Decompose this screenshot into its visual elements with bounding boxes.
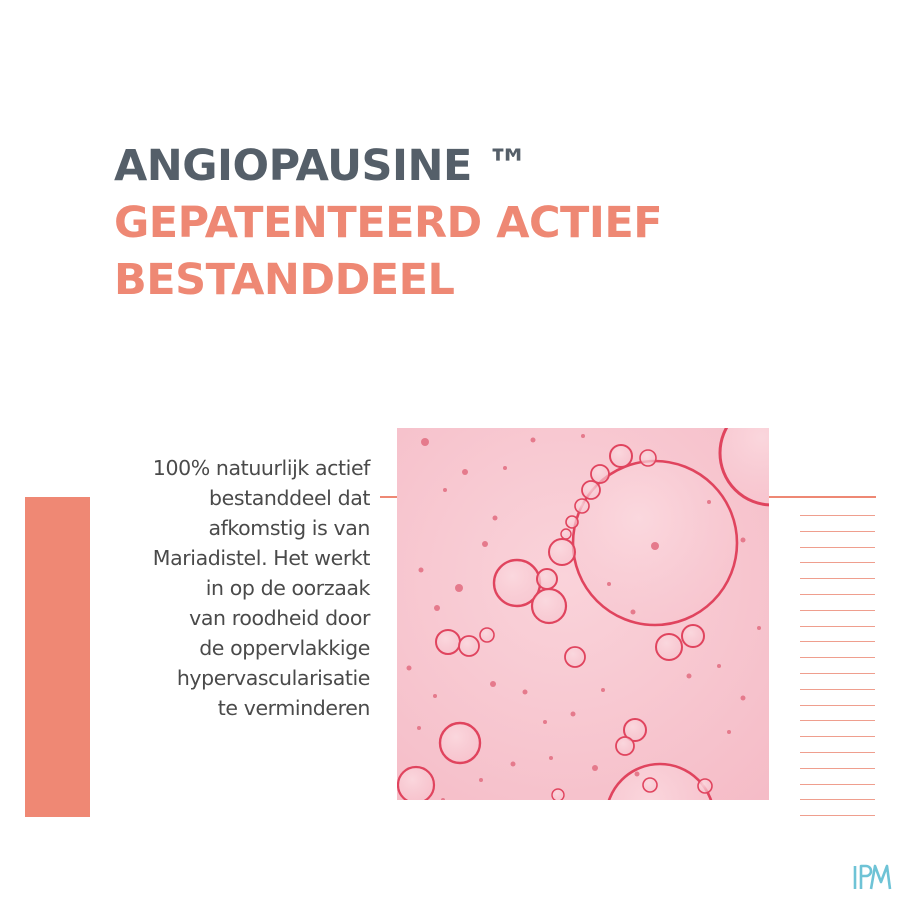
description-line: in op de oorzaak xyxy=(205,576,370,600)
decorative-stripe xyxy=(800,562,875,563)
micro-bubble xyxy=(433,694,437,698)
bubble-photo xyxy=(397,428,769,800)
bubble xyxy=(582,481,600,499)
page-heading xyxy=(114,138,662,309)
micro-bubble xyxy=(635,772,640,777)
decorative-stripe xyxy=(800,752,875,753)
micro-bubble xyxy=(523,690,528,695)
micro-bubble xyxy=(581,434,585,438)
decorative-stripe xyxy=(800,736,875,737)
decorative-accent-bar xyxy=(25,497,90,817)
bubble xyxy=(440,723,480,763)
micro-bubble xyxy=(421,438,429,446)
bubble xyxy=(566,516,578,528)
micro-bubble xyxy=(592,765,598,771)
decorative-stripe xyxy=(800,720,875,721)
description-text xyxy=(96,453,370,723)
decorative-stripe xyxy=(800,578,875,579)
bubble xyxy=(643,778,657,792)
micro-bubble xyxy=(419,568,424,573)
ipm-logo xyxy=(852,862,892,892)
micro-bubble xyxy=(462,469,468,475)
description-line: hypervascularisatie xyxy=(176,666,370,690)
bubble xyxy=(561,529,571,539)
bubble xyxy=(537,569,557,589)
decorative-connector-line-right xyxy=(768,496,876,498)
bubble xyxy=(398,767,434,800)
bubble-photo-illustration xyxy=(397,428,769,800)
micro-bubble xyxy=(687,674,692,679)
micro-bubble xyxy=(490,681,496,687)
bubble xyxy=(698,779,712,793)
bubble xyxy=(682,625,704,647)
heading-product-name: ANGIOPAUSINE ™ xyxy=(114,141,529,191)
micro-bubble xyxy=(543,720,547,724)
micro-bubble xyxy=(741,538,746,543)
bubble xyxy=(591,465,609,483)
micro-bubble xyxy=(443,488,447,492)
bubble xyxy=(656,634,682,660)
decorative-stripe xyxy=(800,705,875,706)
bubble xyxy=(532,589,566,623)
decorative-stripe xyxy=(800,768,875,769)
micro-bubble xyxy=(493,516,498,521)
decorative-stripe xyxy=(800,626,875,627)
micro-bubble xyxy=(503,466,507,470)
micro-bubble xyxy=(601,688,605,692)
description-line: 100% natuurlijk actief xyxy=(152,456,370,480)
micro-bubble xyxy=(511,762,516,767)
decorative-stripe xyxy=(800,799,875,800)
bubble xyxy=(436,630,460,654)
micro-bubble xyxy=(727,730,731,734)
micro-bubble xyxy=(407,666,412,671)
bubble xyxy=(480,628,494,642)
decorative-stripe xyxy=(800,610,875,611)
micro-bubble xyxy=(571,712,576,717)
micro-bubble xyxy=(717,664,721,668)
micro-bubble xyxy=(455,584,463,592)
decorative-stripe xyxy=(800,515,875,516)
micro-bubble xyxy=(479,778,483,782)
micro-bubble xyxy=(417,726,421,730)
bubble xyxy=(459,636,479,656)
micro-bubble xyxy=(531,438,536,443)
description-line: bestanddeel dat xyxy=(209,486,370,510)
bubble xyxy=(549,539,575,565)
bubble xyxy=(575,499,589,513)
bubble xyxy=(552,789,564,800)
micro-bubble xyxy=(607,582,611,586)
micro-bubble xyxy=(434,605,440,611)
description-line: van roodheid door xyxy=(189,606,370,630)
micro-bubble xyxy=(741,696,746,701)
micro-bubble xyxy=(631,610,636,615)
heading-subtitle-line-1: GEPATENTEERD ACTIEF xyxy=(114,198,663,248)
bubble xyxy=(640,450,656,466)
decorative-stripe xyxy=(800,689,875,690)
decorative-stripe xyxy=(800,594,875,595)
bubble xyxy=(565,647,585,667)
decorative-stripes xyxy=(800,515,875,820)
decorative-stripe xyxy=(800,547,875,548)
decorative-stripe xyxy=(800,673,875,674)
description-line: de oppervlakkige xyxy=(199,636,370,660)
decorative-stripe xyxy=(800,784,875,785)
description-line: afkomstig is van xyxy=(208,516,370,540)
decorative-stripe xyxy=(800,815,875,816)
micro-bubble xyxy=(707,500,711,504)
heading-subtitle-line-2: BESTANDDEEL xyxy=(114,255,455,305)
bubble xyxy=(616,737,634,755)
bubble xyxy=(610,445,632,467)
description-line: Mariadistel. Het werkt xyxy=(152,546,370,570)
description-line: te verminderen xyxy=(217,696,370,720)
decorative-stripe xyxy=(800,641,875,642)
decorative-stripe xyxy=(800,531,875,532)
micro-bubble xyxy=(757,626,761,630)
decorative-stripe xyxy=(800,657,875,658)
micro-bubble xyxy=(651,542,659,550)
micro-bubble xyxy=(549,756,553,760)
micro-bubble xyxy=(482,541,488,547)
decorative-connector-line-left xyxy=(380,496,398,498)
